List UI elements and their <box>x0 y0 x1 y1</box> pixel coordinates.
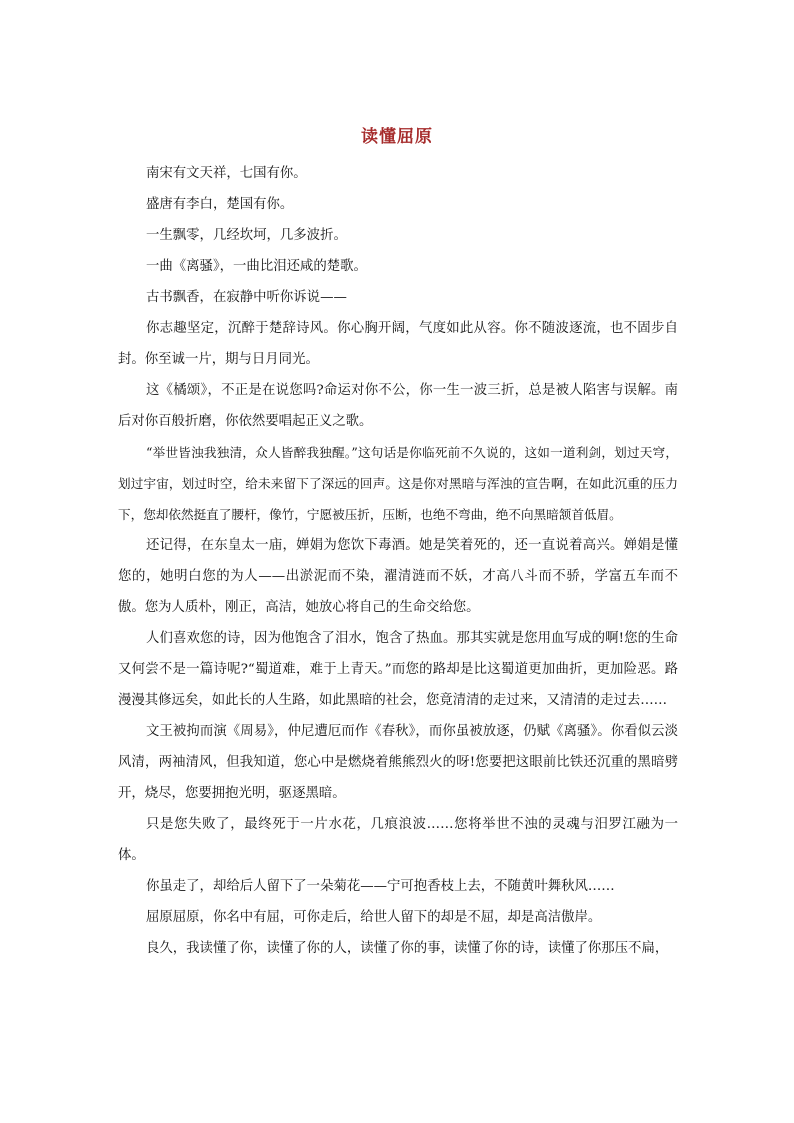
paragraph-7: 这《橘颂》，不正是在说您吗?命运对你不公，你一生一波三折，总是被人陷害与误解。南后对你百般折磨，你依然要唱起正义之歌。 <box>118 383 678 429</box>
paragraph-6: 你志趣坚定，沉醉于楚辞诗风。你心胸开阔，气度如此从容。你不随波逐流，也不固步自封。你至诚一片，期与日月同光。 <box>118 321 678 367</box>
paragraph-13: 你虽走了，却给后人留下了一朵菊花——宁可抱香枝上去，不随黄叶舞秋风…… <box>146 879 615 894</box>
paragraph-15: 良久，我读懂了你，读懂了你的人，读懂了你的事，读懂了你的诗，读懂了你那压不扁， <box>146 941 669 956</box>
paragraph-3: 一生飘零，几经坎坷，几多波折。 <box>146 228 347 243</box>
paragraph-9: 还记得，在东皇太一庙，婵娟为您饮下毒酒。她是笑着死的，还一直说着高兴。婵娟是懂您的，她明白您的为人——出淤泥而不染，濯清涟而不妖，才高八斗而不骄，学富五车而不傲。您为人质朴，刚正，高洁，她放心将自己的生命交给您。 <box>118 538 678 615</box>
paragraph-10: 人们喜欢您的诗，因为他饱含了泪水，饱含了热血。那其实就是您用血写成的啊!您的生命又何尝不是一篇诗呢?“蜀道难，难于上青天。”而您的路却是比这蜀道更加曲折，更加险恶。路漫漫其修远矣，如此长的人生路，如此黑暗的社会，您竟清清的走过来，又清清的走过去…… <box>118 631 678 708</box>
paragraph-5: 古书飘香，在寂静中听你诉说—— <box>146 290 347 305</box>
paragraph-12: 只是您失败了，最终死于一片水花，几痕浪波……您将举世不浊的灵魂与汨罗江融为一体。 <box>118 817 678 863</box>
paragraph-8: “举世皆浊我独清，众人皆醉我独醒。”这句话是你临死前不久说的，这如一道利剑，划过天穹，划过宇宙，划过时空，给未来留下了深远的回声。这是你对黑暗与浑浊的宣告啊，在如此沉重的压力下，您却依然挺直了腰杆，像竹，宁愿被压折，压断，也绝不弯曲，绝不向黑暗颔首低眉。 <box>118 445 678 522</box>
paragraph-14: 屈原屈原，你名中有屈，可你走后，给世人留下的却是不屈，却是高洁傲岸。 <box>146 910 602 925</box>
paragraph-11: 文王被拘而演《周易》，仲尼遭厄而作《春秋》，而你虽被放逐，仍赋《离骚》。你看似云淡风清，两袖清风，但我知道，您心中是燃烧着熊熊烈火的呀!您要把这眼前比铁还沉重的黑暗劈开，烧尽，您要拥抱光明，驱逐黑暗。 <box>118 724 678 801</box>
paragraph-4: 一曲《离骚》，一曲比泪还咸的楚歌。 <box>146 259 367 274</box>
essay-body <box>118 158 678 964</box>
essay-title: 读懂屈原 <box>361 127 433 147</box>
paragraph-2: 盛唐有李白，楚国有你。 <box>146 197 294 212</box>
paragraph-1: 南宋有文天祥，七国有你。 <box>146 166 307 181</box>
